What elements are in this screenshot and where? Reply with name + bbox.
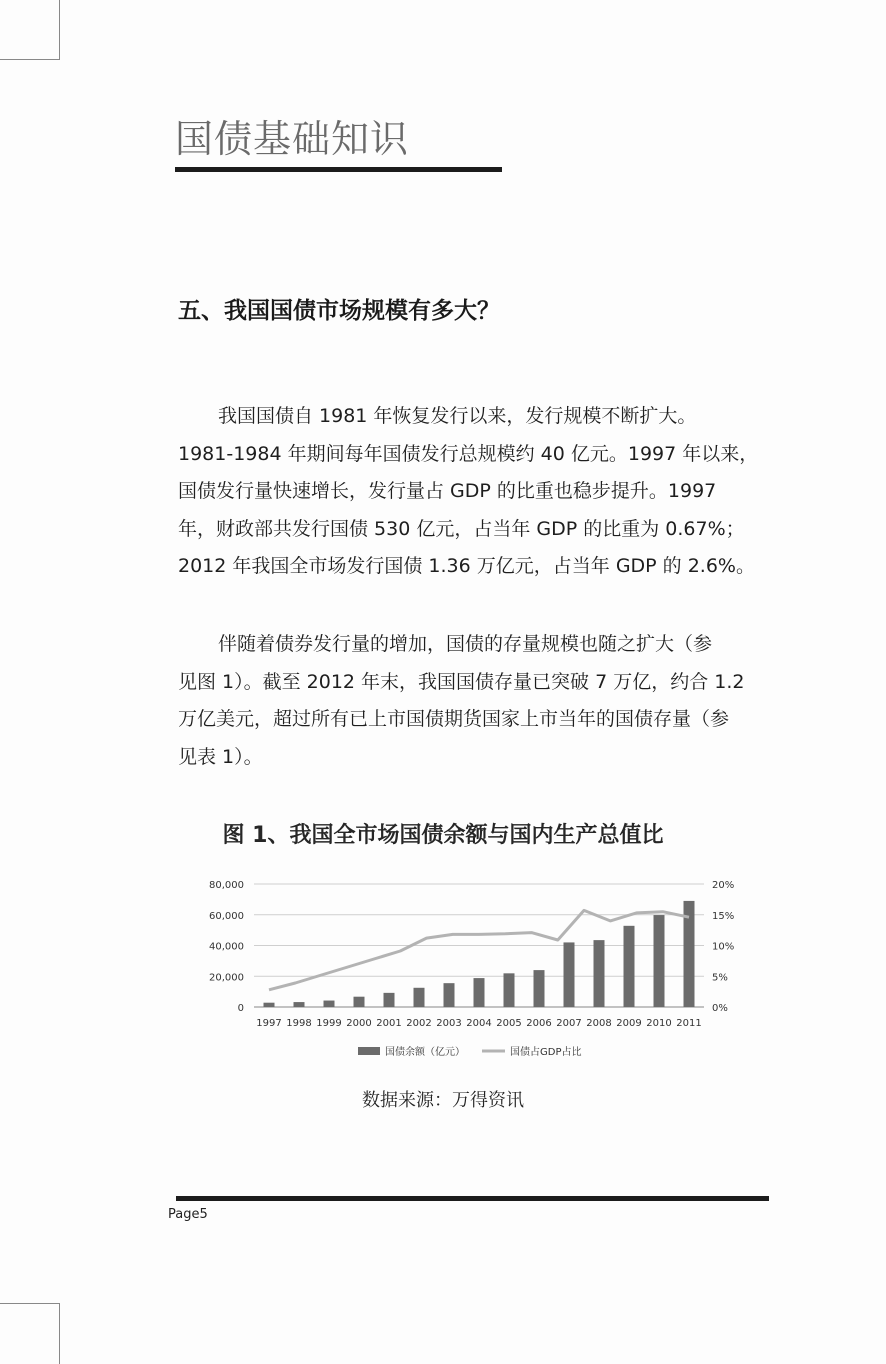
- x-tick-label: 2004: [466, 1018, 492, 1029]
- x-tick-label: 2006: [526, 1018, 552, 1029]
- bar: [654, 915, 665, 1007]
- y-left-tick-label: 40,000: [209, 941, 244, 953]
- bar: [474, 978, 485, 1007]
- page-number: Page5: [168, 1207, 208, 1222]
- debt-gdp-chart: [195, 870, 740, 1070]
- x-tick-label: 1999: [316, 1018, 342, 1029]
- paragraph-line: 国债发行量快速增长，发行量占 GDP 的比重也稳步提升。1997: [178, 480, 717, 502]
- x-tick-label: 1997: [256, 1018, 282, 1029]
- bar: [594, 940, 605, 1007]
- bar: [384, 993, 395, 1007]
- x-tick-label: 2003: [436, 1018, 462, 1029]
- bar: [624, 926, 635, 1007]
- paragraph-line: 我国国债自 1981 年恢复发行以来，发行规模不断扩大。: [218, 405, 697, 427]
- x-tick-label: 2001: [376, 1018, 402, 1029]
- paragraph-line: 见表 1）。: [178, 745, 263, 768]
- x-tick-label: 2009: [616, 1018, 642, 1029]
- bar: [264, 1003, 275, 1007]
- footer-rule: [176, 1196, 769, 1201]
- x-tick-label: 2008: [586, 1018, 612, 1029]
- x-tick-label: 2005: [496, 1018, 522, 1029]
- bar: [534, 970, 545, 1007]
- bar: [564, 942, 575, 1007]
- paragraph-2: [178, 626, 770, 776]
- legend-label: 国债占GDP占比: [510, 1047, 582, 1058]
- question-heading: 五、我国国债市场规模有多大？: [178, 298, 500, 324]
- x-tick-label: 2000: [346, 1018, 372, 1029]
- bar: [504, 973, 515, 1007]
- paragraph-line: 年，财政部共发行国债 530 亿元，占当年 GDP 的比重为 0.67%；: [178, 517, 745, 540]
- crop-mark-bottom: [0, 1303, 60, 1364]
- bar: [354, 997, 365, 1007]
- section-title: 国债基础知识: [175, 117, 410, 161]
- figure-title: 图 1、我国全市场国债余额与国内生产总值比: [222, 823, 664, 848]
- crop-mark-top: [0, 0, 60, 60]
- y-left-tick-label: 60,000: [209, 910, 244, 922]
- bar: [324, 1001, 335, 1007]
- legend-swatch-bar: [358, 1047, 380, 1055]
- y-left-tick-label: 20,000: [209, 972, 244, 984]
- data-source: 数据来源：万得资讯: [362, 1090, 524, 1111]
- x-tick-label: 2007: [556, 1018, 582, 1029]
- y-right-tick-label: 10%: [712, 941, 735, 953]
- paragraph-1: [178, 398, 770, 586]
- y-right-tick-label: 0%: [712, 1003, 728, 1014]
- x-tick-label: 1998: [286, 1018, 312, 1029]
- x-tick-label: 2002: [406, 1018, 432, 1029]
- paragraph-line: 见图 1）。截至 2012 年末，我国国债存量已突破 7 万亿，约合 1.2: [178, 670, 745, 693]
- x-tick-label: 2010: [646, 1018, 672, 1029]
- paragraph-line: 伴随着债券发行量的增加，国债的存量规模也随之扩大（参: [218, 633, 713, 655]
- y-right-tick-label: 5%: [712, 972, 728, 984]
- bar: [294, 1002, 305, 1007]
- title-rule: [175, 167, 502, 172]
- y-left-tick-label: 0: [237, 1003, 244, 1014]
- paragraph-line: 万亿美元，超过所有已上市国债期货国家上市当年的国债存量（参: [178, 708, 730, 730]
- paragraph-line: 2012 年我国全市场发行国债 1.36 万亿元，占当年 GDP 的 2.6%。: [178, 555, 755, 577]
- x-tick-label: 2011: [676, 1018, 702, 1029]
- y-right-tick-label: 20%: [712, 880, 735, 891]
- y-right-tick-label: 15%: [712, 910, 735, 922]
- bar: [414, 988, 425, 1007]
- y-left-tick-label: 80,000: [209, 880, 244, 891]
- paragraph-line: 1981-1984 年期间每年国债发行总规模约 40 亿元。1997 年以来，: [178, 442, 759, 465]
- bar: [444, 983, 455, 1007]
- legend-label: 国债余额（亿元）: [385, 1047, 465, 1058]
